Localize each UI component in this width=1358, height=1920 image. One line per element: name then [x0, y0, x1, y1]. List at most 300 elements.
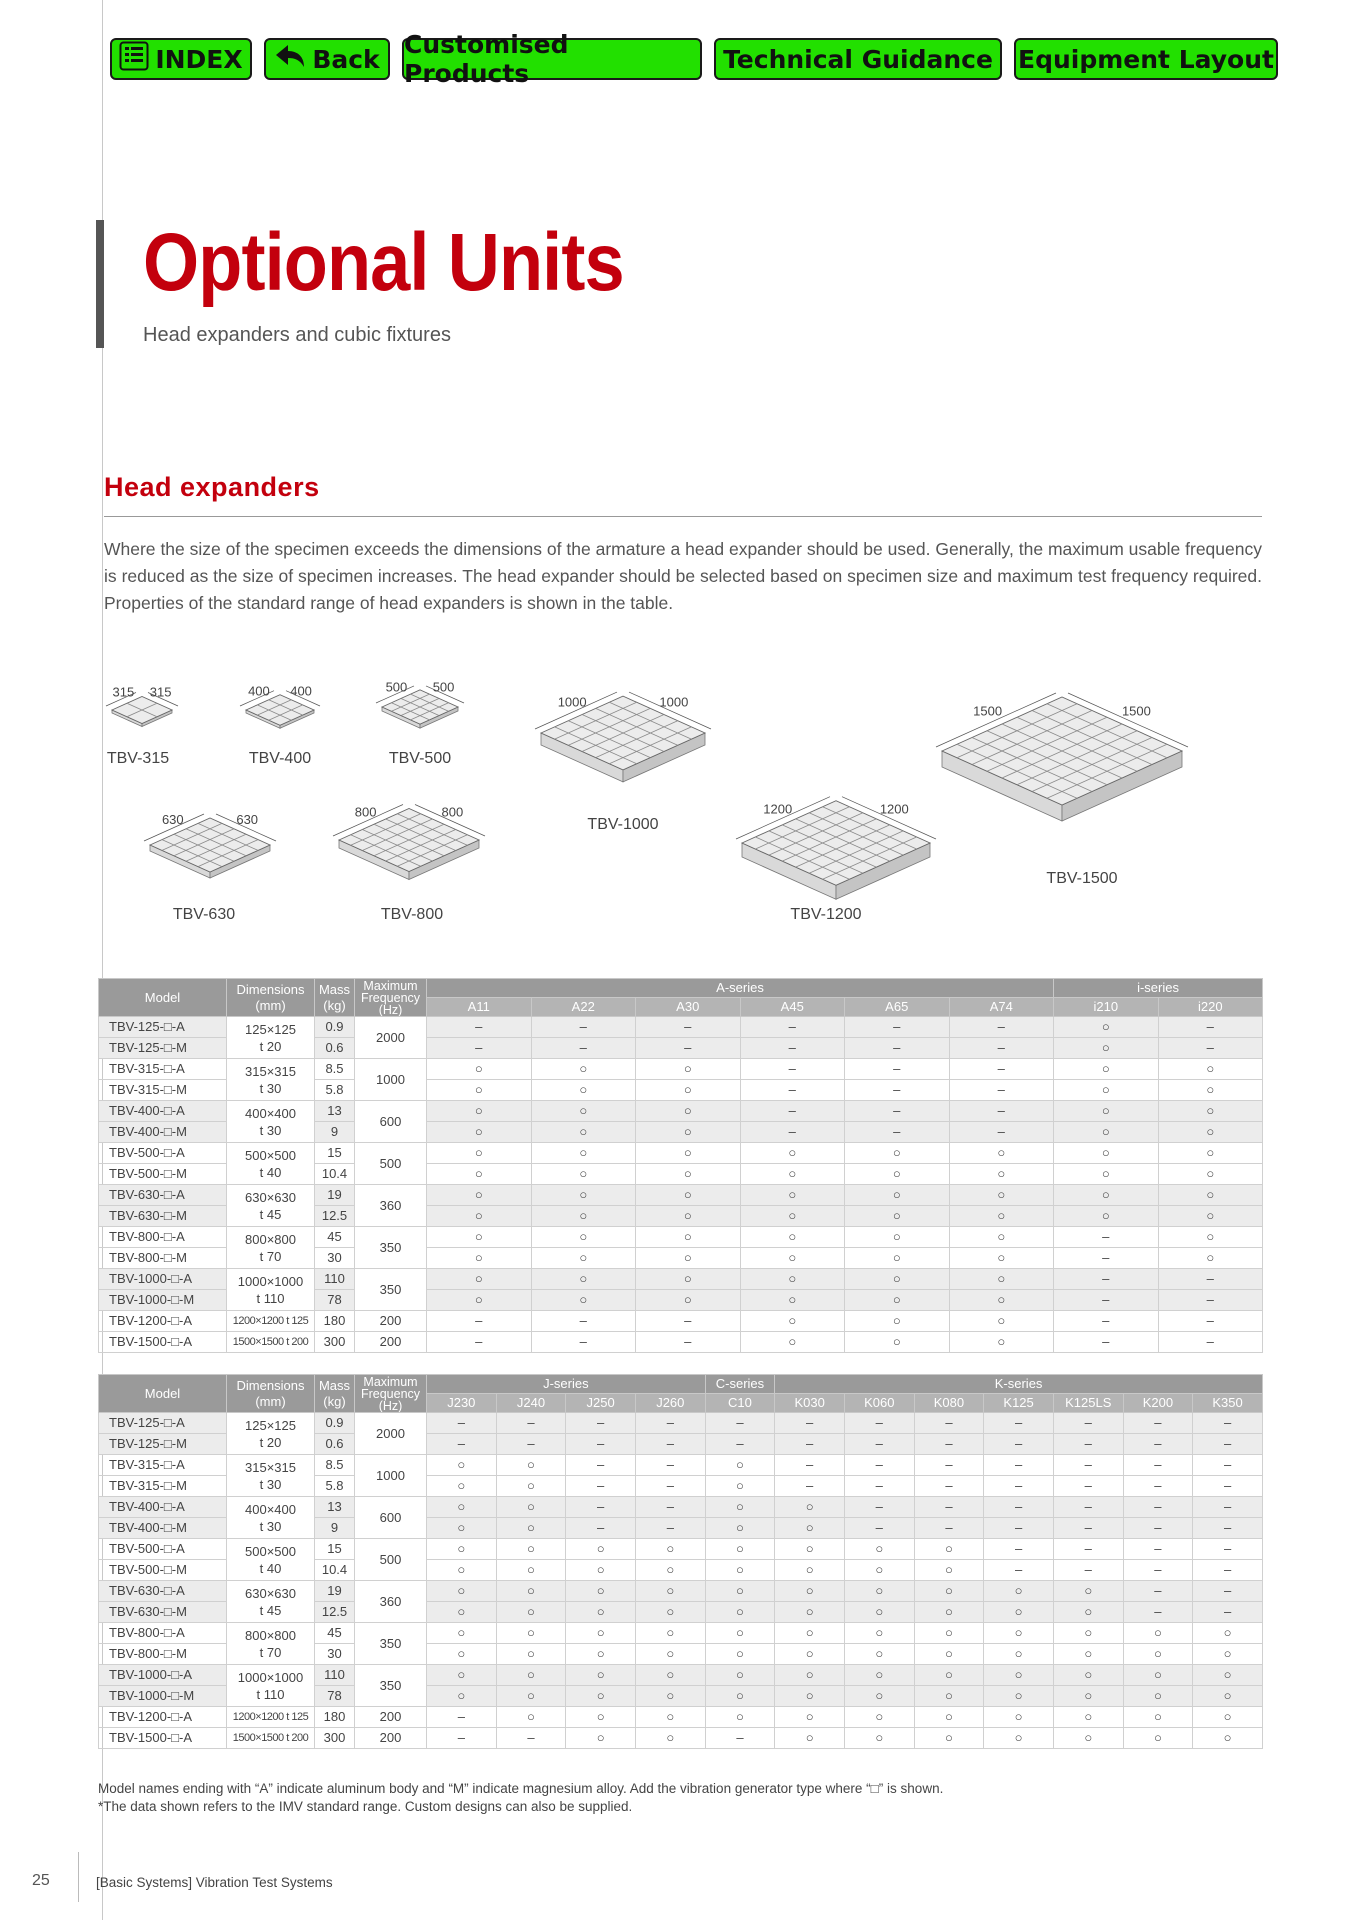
table-row [99, 1728, 1263, 1749]
compatibility-cell: ○ [914, 1581, 984, 1602]
compatibility-cell: – [1193, 1455, 1263, 1476]
compatibility-cell: ○ [427, 1539, 497, 1560]
mass-cell: 8.5 [315, 1455, 355, 1476]
compatibility-cell: ○ [775, 1581, 845, 1602]
compatibility-cell: ○ [1193, 1644, 1263, 1665]
compatibility-cell: ○ [775, 1728, 845, 1749]
mass-cell: 180 [315, 1707, 355, 1728]
head-expander-diagram [90, 655, 1270, 930]
frequency-cell: 350 [355, 1269, 427, 1311]
compatibility-cell: ○ [531, 1290, 636, 1311]
compatibility-cell: ○ [740, 1290, 845, 1311]
compatibility-cell: ○ [427, 1059, 532, 1080]
compatibility-cell: ○ [427, 1227, 532, 1248]
compatibility-cell: ○ [1054, 1164, 1159, 1185]
compatibility-cell: – [566, 1413, 636, 1434]
compatibility-cell: ○ [566, 1707, 636, 1728]
page-number: 25 [32, 1872, 50, 1889]
compatibility-cell: – [427, 1038, 532, 1059]
compatibility-cell: ○ [740, 1311, 845, 1332]
compatibility-cell: – [566, 1518, 636, 1539]
model-cell: TBV-500-□-A [99, 1143, 227, 1164]
table-notes [98, 1780, 943, 1816]
index-button[interactable] [110, 38, 252, 80]
customised-products-label: Customised Products [404, 30, 569, 88]
model-cell: TBV-1500-□-A [99, 1728, 227, 1749]
expander-name: TBV-315 [106, 750, 170, 767]
compatibility-cell: ○ [531, 1164, 636, 1185]
mass-cell: 0.9 [315, 1413, 355, 1434]
compatibility-cell: – [984, 1413, 1054, 1434]
dimension-label: 1500 [1121, 703, 1151, 719]
compatibility-cell: – [635, 1518, 705, 1539]
dimension-label: 315 [112, 684, 135, 700]
header-max-frequency: Maximum Frequency (Hz) [355, 979, 427, 1017]
technical-guidance-label: Technical Guidance [723, 44, 993, 74]
compatibility-cell: ○ [496, 1623, 566, 1644]
compatibility-cell: ○ [566, 1602, 636, 1623]
header-model: Model [99, 979, 227, 1017]
expander-name: TBV-1000 [587, 816, 659, 833]
compatibility-cell: ○ [740, 1164, 845, 1185]
compatibility-cell: ○ [740, 1143, 845, 1164]
mass-cell: 15 [315, 1539, 355, 1560]
table-row [99, 1311, 1263, 1332]
mass-cell: 300 [315, 1332, 355, 1353]
compatibility-cell: ○ [775, 1518, 845, 1539]
compatibility-cell: – [914, 1434, 984, 1455]
compatibility-cell: ○ [635, 1644, 705, 1665]
dimensions-cell: 1500×1500 t 200 [227, 1332, 315, 1353]
dimensions-cell: 1000×1000 t 110 [227, 1665, 315, 1707]
compatibility-cell: – [1193, 1539, 1263, 1560]
compatibility-cell: ○ [705, 1602, 775, 1623]
compatibility-cell: ○ [844, 1707, 914, 1728]
model-cell: TBV-315-□-M [99, 1080, 227, 1101]
compatibility-cell: ○ [705, 1455, 775, 1476]
compatibility-cell: ○ [496, 1581, 566, 1602]
compatibility-cell: – [740, 1122, 845, 1143]
compatibility-cell: – [427, 1413, 497, 1434]
mass-cell: 30 [315, 1644, 355, 1665]
compatibility-cell: ○ [1193, 1707, 1263, 1728]
compatibility-cell: – [844, 1476, 914, 1497]
model-cell: TBV-1000-□-A [99, 1269, 227, 1290]
compatibility-cell: – [949, 1059, 1054, 1080]
series-column-header: K125LS [1053, 1394, 1123, 1413]
series-column-header: A30 [636, 998, 741, 1017]
compatibility-cell: – [1054, 1332, 1159, 1353]
model-cell: TBV-630-□-A [99, 1185, 227, 1206]
compatibility-cell: ○ [1054, 1206, 1159, 1227]
table-row [99, 1581, 1263, 1602]
compatibility-cell: – [635, 1497, 705, 1518]
compatibility-cell: ○ [427, 1518, 497, 1539]
compatibility-cell: – [427, 1017, 532, 1038]
compatibility-cell: ○ [845, 1248, 950, 1269]
compatibility-cell: ○ [845, 1143, 950, 1164]
compatibility-cell: ○ [1158, 1227, 1263, 1248]
compatibility-cell: ○ [914, 1560, 984, 1581]
compatibility-cell: ○ [775, 1539, 845, 1560]
customised-products-button[interactable] [402, 30, 702, 88]
table-row [99, 1413, 1263, 1434]
frequency-cell: 200 [355, 1311, 427, 1332]
compatibility-cell: ○ [984, 1623, 1054, 1644]
compatibility-cell: ○ [427, 1206, 532, 1227]
back-arrow-icon [274, 43, 306, 75]
compatibility-cell: ○ [740, 1248, 845, 1269]
compatibility-cell: – [775, 1413, 845, 1434]
compatibility-cell: ○ [531, 1269, 636, 1290]
expander-name: TBV-1500 [1046, 870, 1118, 887]
compatibility-cell: ○ [949, 1311, 1054, 1332]
compatibility-cell: – [984, 1455, 1054, 1476]
compatibility-cell: – [705, 1434, 775, 1455]
compatibility-cell: ○ [635, 1707, 705, 1728]
compatibility-cell: ○ [566, 1686, 636, 1707]
mass-cell: 300 [315, 1728, 355, 1749]
compatibility-cell: – [566, 1476, 636, 1497]
compatibility-cell: – [1123, 1560, 1193, 1581]
model-cell: TBV-315-□-A [99, 1455, 227, 1476]
frequency-cell: 350 [355, 1665, 427, 1707]
compatibility-cell: – [984, 1518, 1054, 1539]
compatibility-cell: – [844, 1497, 914, 1518]
frequency-cell: 200 [355, 1707, 427, 1728]
mass-cell: 9 [315, 1122, 355, 1143]
mass-cell: 110 [315, 1665, 355, 1686]
expander-tbv-800 [333, 805, 485, 924]
model-cell: TBV-125-□-M [99, 1038, 227, 1059]
compatibility-cell: – [775, 1455, 845, 1476]
compatibility-cell: ○ [496, 1665, 566, 1686]
header-mass: Mass (kg) [315, 979, 355, 1017]
compatibility-cell: – [496, 1434, 566, 1455]
frequency-cell: 2000 [355, 1017, 427, 1059]
series-column-header: A22 [531, 998, 636, 1017]
compatibility-cell: – [531, 1332, 636, 1353]
compatibility-cell: ○ [566, 1581, 636, 1602]
model-cell: TBV-125-□-A [99, 1413, 227, 1434]
compatibility-cell: ○ [984, 1707, 1054, 1728]
dimension-label: 1200 [879, 801, 909, 817]
mass-cell: 10.4 [315, 1164, 355, 1185]
compatibility-cell: ○ [844, 1665, 914, 1686]
compatibility-cell: ○ [531, 1143, 636, 1164]
compatibility-cell: ○ [705, 1707, 775, 1728]
compatibility-cell: – [1053, 1413, 1123, 1434]
compatibility-cell: – [740, 1101, 845, 1122]
dimensions-cell: 1200×1200 t 125 [227, 1311, 315, 1332]
compatibility-cell: – [531, 1017, 636, 1038]
frequency-cell: 500 [355, 1143, 427, 1185]
compatibility-cell: ○ [1158, 1185, 1263, 1206]
compatibility-cell: – [844, 1455, 914, 1476]
back-label: Back [312, 44, 380, 74]
dimension-label: 400 [248, 683, 270, 699]
frequency-cell: 600 [355, 1497, 427, 1539]
series-column-header: K200 [1123, 1394, 1193, 1413]
compatibility-cell: ○ [1054, 1017, 1159, 1038]
header-dimensions: Dimensions (mm) [227, 1375, 315, 1413]
compatibility-cell: – [1123, 1581, 1193, 1602]
compatibility-cell: ○ [1054, 1185, 1159, 1206]
compatibility-cell: ○ [427, 1644, 497, 1665]
compatibility-cell: – [844, 1434, 914, 1455]
model-cell: TBV-125-□-A [99, 1017, 227, 1038]
compatibility-cell: – [1053, 1434, 1123, 1455]
compatibility-cell: ○ [531, 1206, 636, 1227]
compatibility-cell: – [636, 1311, 741, 1332]
footer-divider [78, 1852, 79, 1902]
model-cell: TBV-1000-□-M [99, 1290, 227, 1311]
compatibility-cell: ○ [775, 1644, 845, 1665]
compatibility-cell: ○ [1054, 1038, 1159, 1059]
compatibility-cell: ○ [636, 1143, 741, 1164]
equipment-layout-button[interactable] [1014, 38, 1278, 80]
compatibility-cell: ○ [914, 1707, 984, 1728]
compatibility-cell: ○ [566, 1560, 636, 1581]
compatibility-cell: – [1123, 1455, 1193, 1476]
table-row [99, 1497, 1263, 1518]
dimension-label: 500 [432, 679, 455, 695]
expander-tbv-630 [144, 812, 276, 923]
compatibility-cell: ○ [914, 1602, 984, 1623]
compatibility-cell: ○ [844, 1581, 914, 1602]
table-row [99, 1059, 1263, 1080]
header-mass: Mass (kg) [315, 1375, 355, 1413]
series-column-header: A65 [845, 998, 950, 1017]
compatibility-cell: ○ [1158, 1206, 1263, 1227]
compatibility-cell: ○ [566, 1623, 636, 1644]
compatibility-cell: – [949, 1101, 1054, 1122]
compatibility-cell: ○ [775, 1497, 845, 1518]
compatibility-cell: ○ [949, 1185, 1054, 1206]
series-column-header: K060 [844, 1394, 914, 1413]
compatibility-cell: ○ [636, 1290, 741, 1311]
compatibility-cell: ○ [984, 1644, 1054, 1665]
compatibility-cell: – [566, 1497, 636, 1518]
compatibility-cell: ○ [496, 1602, 566, 1623]
dimensions-cell: 400×400 t 30 [227, 1497, 315, 1539]
compatibility-cell: – [1158, 1269, 1263, 1290]
compatibility-cell: ○ [1053, 1581, 1123, 1602]
compatibility-cell: ○ [427, 1497, 497, 1518]
compatibility-cell: – [496, 1728, 566, 1749]
compatibility-cell: – [1053, 1455, 1123, 1476]
compatibility-cell: ○ [496, 1476, 566, 1497]
compatibility-cell: ○ [635, 1686, 705, 1707]
series-column-header: A45 [740, 998, 845, 1017]
compatibility-cell: ○ [740, 1227, 845, 1248]
intro-paragraph: Where the size of the specimen exceeds the dimensions of the armature a head expander should be used. Generally, the maximum usable frequency is reduced as the size of specimen increases. The head expander should be selected based on specimen size and maximum test frequency required. Properties of the standard range of head expanders is shown in the table. [104, 539, 1262, 613]
technical-guidance-button[interactable] [714, 38, 1002, 80]
series-column-header: i220 [1158, 998, 1263, 1017]
frequency-cell: 1000 [355, 1059, 427, 1101]
compatibility-cell: ○ [427, 1185, 532, 1206]
table-row [99, 1101, 1263, 1122]
compatibility-cell: – [1123, 1413, 1193, 1434]
compatibility-cell: – [1158, 1017, 1263, 1038]
compatibility-cell: ○ [427, 1623, 497, 1644]
expander-name: TBV-630 [172, 906, 236, 923]
compatibility-cell: – [1123, 1476, 1193, 1497]
series-group-header: C-series [705, 1375, 775, 1394]
frequency-cell: 200 [355, 1728, 427, 1749]
compatibility-cell: ○ [740, 1185, 845, 1206]
compatibility-cell: ○ [1053, 1623, 1123, 1644]
series-column-header: A74 [949, 998, 1054, 1017]
compatibility-cell: – [1193, 1560, 1263, 1581]
compatibility-cell: ○ [984, 1602, 1054, 1623]
mass-cell: 45 [315, 1227, 355, 1248]
compatibility-cell: ○ [845, 1269, 950, 1290]
compatibility-cell: ○ [844, 1560, 914, 1581]
series-group-header: A-series [427, 979, 1054, 998]
compatibility-cell: ○ [844, 1728, 914, 1749]
compatibility-cell: ○ [949, 1269, 1054, 1290]
compatibility-cell: ○ [775, 1686, 845, 1707]
compatibility-cell: ○ [1193, 1686, 1263, 1707]
compatibility-cell: – [566, 1434, 636, 1455]
table-row [99, 1185, 1263, 1206]
series-column-header: J240 [496, 1394, 566, 1413]
compatibility-cell: – [984, 1560, 1054, 1581]
compatibility-cell: ○ [1193, 1728, 1263, 1749]
mass-cell: 8.5 [315, 1059, 355, 1080]
compatibility-cell: ○ [566, 1644, 636, 1665]
compatibility-cell: ○ [635, 1623, 705, 1644]
compatibility-cell: ○ [984, 1665, 1054, 1686]
compatibility-cell: – [1054, 1311, 1159, 1332]
compatibility-cell: – [1193, 1518, 1263, 1539]
compatibility-cell: – [914, 1455, 984, 1476]
table-row [99, 1269, 1263, 1290]
compatibility-cell: ○ [740, 1332, 845, 1353]
compatibility-cell: – [740, 1080, 845, 1101]
compatibility-cell: ○ [914, 1728, 984, 1749]
compatibility-cell: – [1193, 1581, 1263, 1602]
compatibility-cell: ○ [636, 1122, 741, 1143]
expander-name: TBV-500 [388, 750, 452, 767]
compatibility-cell: – [1054, 1248, 1159, 1269]
series-group-header: i-series [1054, 979, 1263, 998]
mass-cell: 12.5 [315, 1206, 355, 1227]
compatibility-cell: ○ [427, 1248, 532, 1269]
mass-cell: 13 [315, 1497, 355, 1518]
frequency-cell: 200 [355, 1332, 427, 1353]
expander-tbv-1000 [535, 692, 711, 833]
compatibility-cell: ○ [949, 1143, 1054, 1164]
top-nav [110, 30, 1278, 88]
compatibility-cell: – [1054, 1269, 1159, 1290]
model-cell: TBV-800-□-M [99, 1644, 227, 1665]
dimensions-cell: 800×800 t 70 [227, 1623, 315, 1665]
note-line: Model names ending with “A” indicate aluminum body and “M” indicate magnesium alloy. Add the vibration generator type where “□” is shown. [98, 1781, 944, 1796]
table-row [99, 1455, 1263, 1476]
compatibility-cell: – [1053, 1518, 1123, 1539]
frequency-cell: 350 [355, 1227, 427, 1269]
expander-tbv-500 [376, 680, 464, 767]
model-cell: TBV-125-□-M [99, 1434, 227, 1455]
compatibility-cell: ○ [1193, 1623, 1263, 1644]
compatibility-cell: – [636, 1038, 741, 1059]
header-dimensions: Dimensions (mm) [227, 979, 315, 1017]
compatibility-cell: – [1053, 1560, 1123, 1581]
compatibility-cell: ○ [844, 1686, 914, 1707]
compatibility-cell: ○ [531, 1101, 636, 1122]
model-cell: TBV-630-□-M [99, 1602, 227, 1623]
compatibility-cell: ○ [636, 1185, 741, 1206]
compatibility-cell: ○ [1158, 1059, 1263, 1080]
compatibility-cell: ○ [635, 1581, 705, 1602]
compatibility-cell: – [1123, 1434, 1193, 1455]
compatibility-cell: – [1158, 1290, 1263, 1311]
compatibility-cell: ○ [914, 1644, 984, 1665]
frequency-cell: 1000 [355, 1455, 427, 1497]
series-column-header: C10 [705, 1394, 775, 1413]
frequency-cell: 500 [355, 1539, 427, 1581]
compatibility-cell: ○ [1053, 1728, 1123, 1749]
series-group-header: J-series [427, 1375, 706, 1394]
compatibility-cell: ○ [775, 1560, 845, 1581]
frequency-cell: 360 [355, 1581, 427, 1623]
series-column-header: J230 [427, 1394, 497, 1413]
compatibility-cell: ○ [1054, 1101, 1159, 1122]
compatibility-cell: ○ [1053, 1707, 1123, 1728]
dimension-label: 400 [290, 683, 312, 699]
compatibility-cell: ○ [496, 1518, 566, 1539]
compatibility-cell: ○ [775, 1707, 845, 1728]
model-cell: TBV-1200-□-A [99, 1311, 227, 1332]
series-column-header: J250 [566, 1394, 636, 1413]
compatibility-cell: – [845, 1080, 950, 1101]
mass-cell: 12.5 [315, 1602, 355, 1623]
list-icon [119, 41, 149, 77]
back-button[interactable] [264, 38, 390, 80]
equipment-layout-label: Equipment Layout [1018, 44, 1274, 74]
compatibility-cell: ○ [949, 1227, 1054, 1248]
mass-cell: 5.8 [315, 1080, 355, 1101]
dimension-label: 315 [149, 684, 172, 700]
compatibility-cell: ○ [705, 1665, 775, 1686]
dimensions-cell: 500×500 t 40 [227, 1539, 315, 1581]
compatibility-cell: ○ [1158, 1101, 1263, 1122]
frequency-cell: 2000 [355, 1413, 427, 1455]
compatibility-cell: – [844, 1413, 914, 1434]
compatibility-cell: ○ [635, 1560, 705, 1581]
compatibility-cell: ○ [775, 1623, 845, 1644]
compatibility-cell: – [635, 1455, 705, 1476]
compatibility-cell: ○ [740, 1206, 845, 1227]
compatibility-cell: – [914, 1497, 984, 1518]
compatibility-cell: ○ [705, 1518, 775, 1539]
compatibility-cell: – [1193, 1434, 1263, 1455]
compatibility-cell: – [845, 1101, 950, 1122]
compatibility-cell: – [949, 1122, 1054, 1143]
compatibility-cell: ○ [1158, 1080, 1263, 1101]
compatibility-cell: – [1123, 1497, 1193, 1518]
compatibility-cell: – [635, 1434, 705, 1455]
compatibility-cell: ○ [775, 1665, 845, 1686]
compatibility-cell: – [1158, 1038, 1263, 1059]
mass-cell: 5.8 [315, 1476, 355, 1497]
compatibility-cell: ○ [845, 1311, 950, 1332]
compatibility-cell: – [636, 1017, 741, 1038]
compatibility-cell: ○ [427, 1686, 497, 1707]
table-row [99, 1665, 1263, 1686]
